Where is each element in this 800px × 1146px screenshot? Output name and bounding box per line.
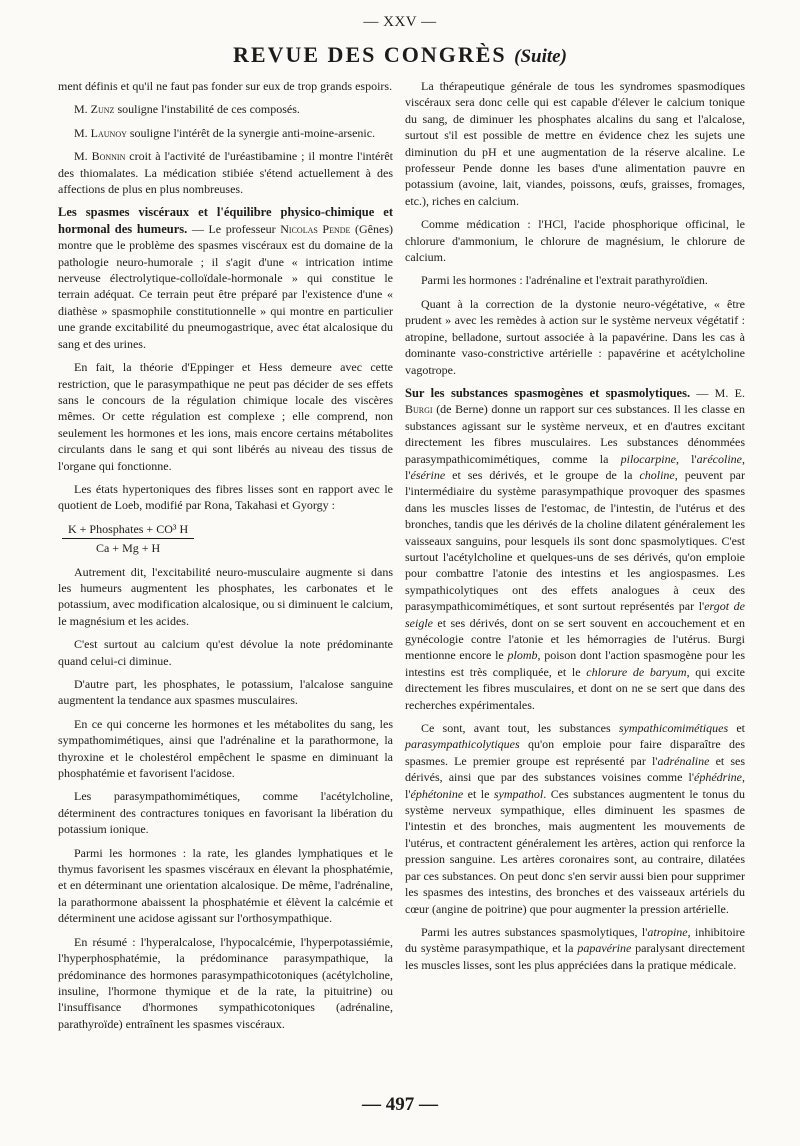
section-paragraph: Sur les substances spasmogènes et spasmolytiques. — M. E. Burgi (de Berne) donne un rapport sur ces substances. Il les classe en substances agissant sur le système nerveux, et en d'autres excitant directement les fibres musculaires. Les substances dénommées parasympathicomimétiques, comme la pilocarpine, l'arécoline, l'ésérine et ses dérivés, et le groupe de la choline, peuvent par l'intermédiaire du système parasympathique provoquer des spasmes dans les muscles lisses de l'estomac, de l'intestin, de l'utérus et des bronches, tandis que les dérivés de la choline dilatent généralement les vaisseaux sanguins, pour lesquels ils sont donc spasmolytiques. C'est surtout l'acétylcholine et quelques-uns de ses dérivés, qu'on emploie pour combattre l'atonie des intestins et les angiospasmes. Les sympathicolytiques ont des effets analogues à ceux des parasympathicomimétiques, et sont surtout représentés par l'ergot de seigle et ses dérivés, dont on se sert souvent en accouchement et en gynécologie contre l'atonie et les hémorragies de l'utérus. Burgi mentionne encore le plomb, poison dont l'action spasmogène pour les intestins est très compliquée, et le chlorure de baryum, qui excite directement les fibres musculaires, et dont on ne se sert que dans des recherches expérimentales.: [405, 385, 746, 712]
paragraph: D'autre part, les phosphates, le potassium, l'alcalose sanguine augmentent la tendance aux spasmes musculaires.: [58, 677, 393, 708]
section-heading: Les spasmes viscéraux et l'équilibre physico-chimique et hormonal des humeurs.: [58, 205, 393, 236]
paragraph: En résumé : l'hyperalcalose, l'hypocalcémie, l'hyperpotassiémie, l'hyperphosphatémie, la prédominance parasympathique, la prédominance des hormones parasympathicotoniques (acétylcholine, insuline, l'hormone thymique et de la rate, la pituitrine) ou l'insuffisance d'hormones sympathicotoniques (adrénaline, parathyroïde) entraînent les spasmes viscéraux.: [58, 934, 393, 1031]
paragraph: Ce sont, avant tout, les substances sympathicomimétiques et parasympathicolytiques qu'on emploie pour faire disparaître des spasmes. Le premier groupe est représenté par l'adrénaline et ses dérivés, ainsi que par des substances voisines comme l'éphédrine, l'éphétonine et le sympathol. Ces substances augmentent le tonus du système nerveux sympathique, elles diminuent les spasmes de l'intestin et des bronches, mais augmentent les mouvements de l'utérus, et contractent généralement les artères, action qui renforce la pression sanguine. Les artères coronaires sont, au contraire, dilatées par ces substances. On peut donc s'en servir aussi bien pour supprimer les spasmes des intestins, des bronches et des vaisseaux artériels du cœur (angine de poitrine) que pour augmenter la pression artérielle.: [405, 721, 746, 916]
page-title: [0, 42, 800, 68]
fraction-denominator: Ca + Mg + H: [95, 541, 161, 556]
right-column: [405, 78, 745, 980]
speaker-name: M. Zunz: [74, 102, 115, 117]
paragraph: M. Bonnin croit à l'activité de l'uréastibamine ; il montre l'intérêt des thiomalates. La médication stibiée s'étend actuellement à des affections de plus en plus nombreuses.: [58, 149, 393, 197]
fraction: [62, 521, 194, 557]
loeb-quotient-formula: [58, 521, 393, 557]
paragraph: Les parasympathomimétiques, comme l'acétylcholine, déterminent des contractures toniques en favorisant la libération du potassium ionique.: [58, 789, 393, 837]
paragraph: Quant à la correction de la dystonie neuro-végétative, « être prudent » avec les remèdes à action sur le système nerveux végétatif : atropine, belladone, surtout associée à la papavérine. Dans les cas à dominante vaso-constrictive artérielle : papavérine et acétylcholine vagotrope.: [405, 296, 745, 377]
paragraph: En ce qui concerne les hormones et les métabolites du sang, les sympathomimétiques, ainsi que l'adrénaline et la parathormone, la thyroxine et le cholestérol empêchent le spasme en diminuant la phosphatémie et favorisent l'acidose.: [58, 716, 393, 781]
paragraph: M. Zunz souligne l'instabilité de ces composés.: [74, 102, 300, 117]
paragraph: M. Launoy souligne l'intérêt de la synergie anti-moine-arsenic.: [74, 125, 376, 140]
paragraph: La thérapeutique générale de tous les syndromes spasmodiques viscéraux sera donc celle qui est capable d'élever le calcium tonique du sang, de diminuer les phosphates alcalins du sang et l'alcalose, surtout s'il est possible de mettre en évidence chez les sujets une diminution du pH et une augmentation de la réserve alcaline. Le professeur Pende donne les bases d'une alimentation pauvre en potassium (avoine, lait, viandes, poissons, œufs, graisses, fromages, etc.), riches en calcium.: [405, 79, 745, 208]
title-suite: (Suite): [514, 46, 567, 67]
paragraph: Parmi les autres substances spasmolytiques, l'atropine, inhibitoire du système parasympathique, et la papavérine paralysant directement les muscles lisses, sont les plus appréciées dans la pratique médicale.: [405, 924, 746, 972]
speaker-name: E. Burgi: [405, 385, 745, 417]
paragraph: Parmi les hormones : la rate, les glandes lymphatiques et le thymus favorisent les spasmes viscéraux en élevant la phosphatémie, et en déterminant une orientation alcalosique. De même, l'adrénaline, la parathormone abaissent la phosphatémie et élèvent la calcémie et déterminent une acidose agissant sur l'orthosympathique.: [58, 845, 393, 926]
paragraph: ment définis et qu'il ne faut pas fonder sur eux de trop grands espoirs.: [58, 79, 393, 93]
paragraph: Parmi les hormones : l'adrénaline et l'extrait parathyroïdien.: [421, 273, 708, 288]
fraction-numerator: K + Phosphates + CO³ H: [62, 521, 194, 539]
paragraph: Les états hypertoniques des fibres lisses sont en rapport avec le quotient de Loeb, modifié par Rona, Takahasi et Gyorgy :: [58, 481, 393, 513]
paragraph: En fait, la théorie d'Eppinger et Hess demeure avec cette restriction, que le parasympathique ne peut pas décider de ses effets sans le concours de la régulation chimique locale des viscères mêmes. Or cette régulation est complexe ; elle comprend, non seulement les hormones et les ions, mais encore certains métabolites circulants dans le sang et qui sont libérés au niveau des tissus de l'organe qui fonctionne.: [58, 360, 393, 473]
speaker-name: M. Bonnin: [74, 149, 126, 164]
speaker-name: Nicolas Pende: [280, 221, 351, 236]
section-heading: Sur les substances spasmogènes et spasmolytiques.: [405, 385, 691, 400]
page-number: — 497 —: [362, 1094, 438, 1115]
speaker-name: M. Launoy: [74, 125, 127, 140]
title-text: REVUE DES CONGRÈS: [233, 42, 507, 67]
section-paragraph: Les spasmes viscéraux et l'équilibre physico-chimique et hormonal des humeurs. — Le professeur Nicolas Pende (Gênes) montre que le problème des spasmes viscéraux est du domaine de la pathologie neuro-humorale ; il s'agit d'une « intrication intime nerveuse électrolytique-colloïdale-hormonale » qui constitue le terrain adéquat. Ce terrain peut être préparé par l'existence d'une « diathèse » spasmophile constitutionnelle » qui montre en particulier une grande excitabilité du pneumogastrique, avec état alcalosique du sang et des urines.: [58, 205, 393, 351]
paragraph: Comme médication : l'HCl, l'acide phosphorique officinal, le chlorure d'ammonium, le chlorure de magnésium, le chlorure de calcium.: [405, 217, 745, 265]
paragraph: C'est surtout au calcium qu'est dévolue la note prédominante quand celui-ci diminue.: [58, 637, 393, 668]
left-column: [58, 78, 393, 1039]
paragraph: Autrement dit, l'excitabilité neuro-musculaire augmente si dans les humeurs augmentent les phosphates, les carbonates et le potassium, avec modification alcalosique, ou si diminuent le calcium, le magnésium et les acides.: [58, 564, 393, 628]
page-roman-numeral: — XXV —: [363, 14, 437, 30]
